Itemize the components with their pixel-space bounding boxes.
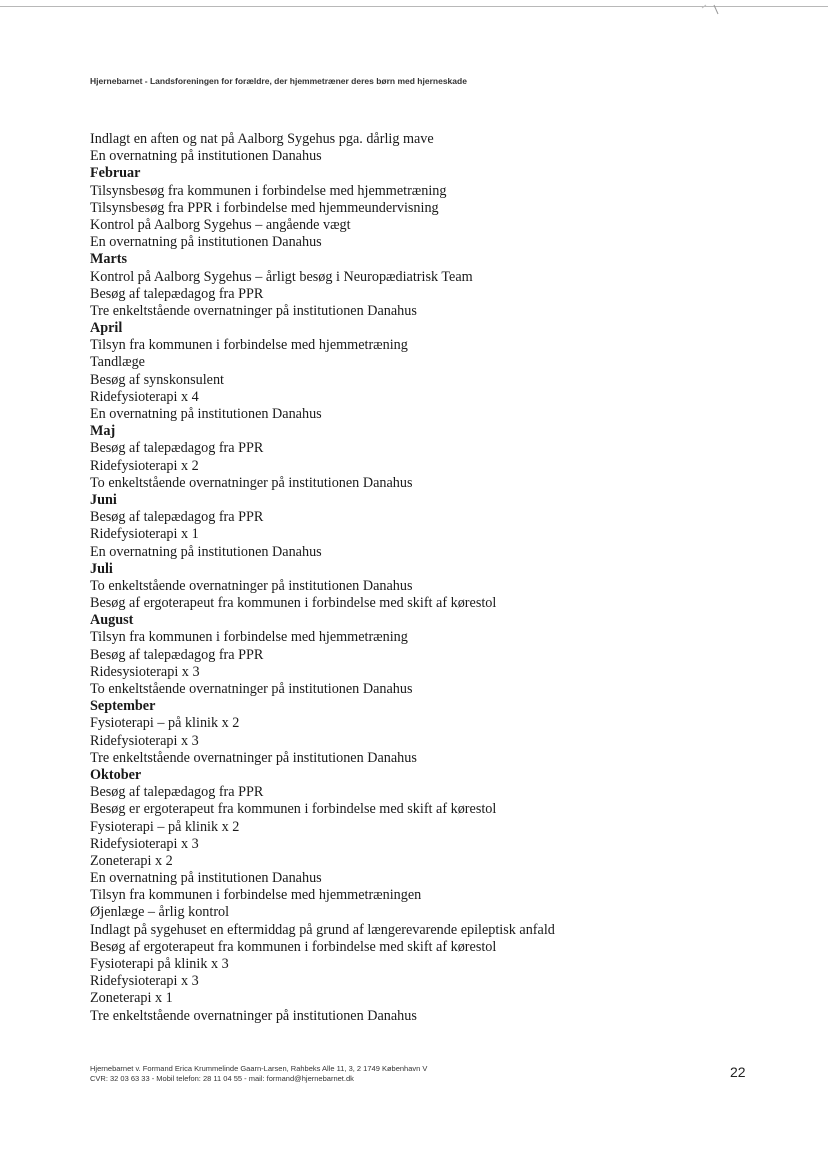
activity-entry: En overnatning på institutionen Danahus	[90, 234, 322, 251]
footer-contact: CVR: 32 03 63 33 - Mobil telefon: 28 11 04 55 - mail: formand@hjernebarnet.dk	[90, 1074, 354, 1083]
activity-entry: En overnatning på institutionen Danahus	[90, 543, 322, 560]
activity-entry: Besøg af ergoterapeut fra kommunen i forbindelse med skift af kørestol	[90, 938, 497, 955]
activity-entry: Besøg af talepædagog fra PPR	[90, 509, 264, 526]
activity-entry: Ridefysioterapi x 4	[90, 388, 199, 405]
activity-list	[90, 131, 770, 1025]
activity-entry: To enkeltstående overnatninger på institutionen Danahus	[90, 577, 413, 594]
footer-address: Hjernebarnet v. Formand Erica Krummelinde Gaarn-Larsen, Rahbeks Alle 11, 3, 2 1749 København V	[90, 1064, 428, 1073]
activity-entry: Tandlæge	[90, 354, 145, 371]
scan-artifact-icon	[700, 2, 722, 16]
month-heading: Juli	[90, 560, 113, 577]
activity-entry: Besøg af ergoterapeut fra kommunen i forbindelse med skift af kørestol	[90, 595, 497, 612]
month-heading: Februar	[90, 165, 141, 182]
month-heading: Juni	[90, 491, 117, 508]
activity-entry: Besøg af talepædagog fra PPR	[90, 440, 264, 457]
page-header: Hjernebarnet - Landsforeningen for forældre, der hjemmetræner deres børn med hjerneskade	[90, 76, 467, 86]
activity-entry: Tilsynsbesøg fra PPR i forbindelse med hjemmeundervisning	[90, 199, 439, 216]
month-heading: Maj	[90, 423, 116, 440]
activity-entry: Fysioterapi – på klinik x 2	[90, 818, 240, 835]
activity-entry: Kontrol på Aalborg Sygehus – angående vægt	[90, 216, 351, 233]
page-number: 22	[730, 1064, 746, 1080]
activity-entry: Ridefysioterapi x 3	[90, 835, 199, 852]
month-heading: September	[90, 698, 156, 715]
activity-entry: Ridefysioterapi x 1	[90, 526, 199, 543]
activity-entry: Besøg af talepædagog fra PPR	[90, 784, 264, 801]
activity-entry: En overnatning på institutionen Danahus	[90, 870, 322, 887]
activity-entry: Besøg af talepædagog fra PPR	[90, 285, 264, 302]
activity-entry: Tre enkeltstående overnatninger på institutionen Danahus	[90, 1007, 417, 1024]
activity-entry: To enkeltstående overnatninger på institutionen Danahus	[90, 681, 413, 697]
activity-entry: Tilsynsbesøg fra kommunen i forbindelse med hjemmetræning	[90, 182, 447, 199]
activity-entry: Tilsyn fra kommunen i forbindelse med hjemmetræning	[90, 337, 408, 354]
activity-entry: Tilsyn fra kommunen i forbindelse med hjemmetræning	[90, 629, 408, 646]
activity-entry: Øjenlæge – årlig kontrol	[90, 904, 230, 921]
activity-entry: Indlagt på sygehuset en eftermiddag på grund af længerevarende epileptisk anfald	[90, 921, 555, 938]
activity-entry: To enkeltstående overnatninger på institutionen Danahus	[90, 474, 413, 491]
month-heading: August	[90, 612, 134, 629]
activity-entry: Ridefysioterapi x 3	[90, 973, 199, 990]
activity-entry: Tre enkeltstående overnatninger på institutionen Danahus	[90, 302, 417, 319]
activity-entry: Besøg af synskonsulent	[90, 371, 224, 388]
activity-entry: Zoneterapi x 2	[90, 852, 173, 869]
activity-entry: En overnatning på institutionen Danahus	[90, 148, 322, 165]
activity-entry: Ridefysioterapi x 2	[90, 457, 199, 474]
activity-entry: En overnatning på institutionen Danahus	[90, 406, 322, 422]
activity-entry: Fysioterapi på klinik x 3	[90, 956, 229, 972]
activity-entry: Indlagt en aften og nat på Aalborg Sygehus pga. dårlig mave	[90, 131, 434, 147]
month-heading: Marts	[90, 251, 128, 268]
activity-entry: Tilsyn fra kommunen i forbindelse med hjemmetræningen	[90, 887, 422, 904]
activity-entry: Kontrol på Aalborg Sygehus – årligt besøg i Neuropædiatrisk Team	[90, 268, 473, 285]
activity-entry: Besøg er ergoterapeut fra kommunen i forbindelse med skift af kørestol	[90, 801, 497, 818]
activity-entry: Ridefysioterapi x 3	[90, 732, 199, 749]
activity-entry: Zoneterapi x 1	[90, 990, 173, 1007]
activity-entry: Ridesysioterapi x 3	[90, 663, 200, 680]
activity-entry: Besøg af talepædagog fra PPR	[90, 646, 264, 663]
activity-entry: Tre enkeltstående overnatninger på institutionen Danahus	[90, 749, 417, 766]
month-heading: April	[90, 320, 123, 337]
page-footer	[90, 1064, 427, 1084]
activity-entry: Fysioterapi – på klinik x 2	[90, 715, 240, 732]
month-heading: Oktober	[90, 766, 142, 783]
